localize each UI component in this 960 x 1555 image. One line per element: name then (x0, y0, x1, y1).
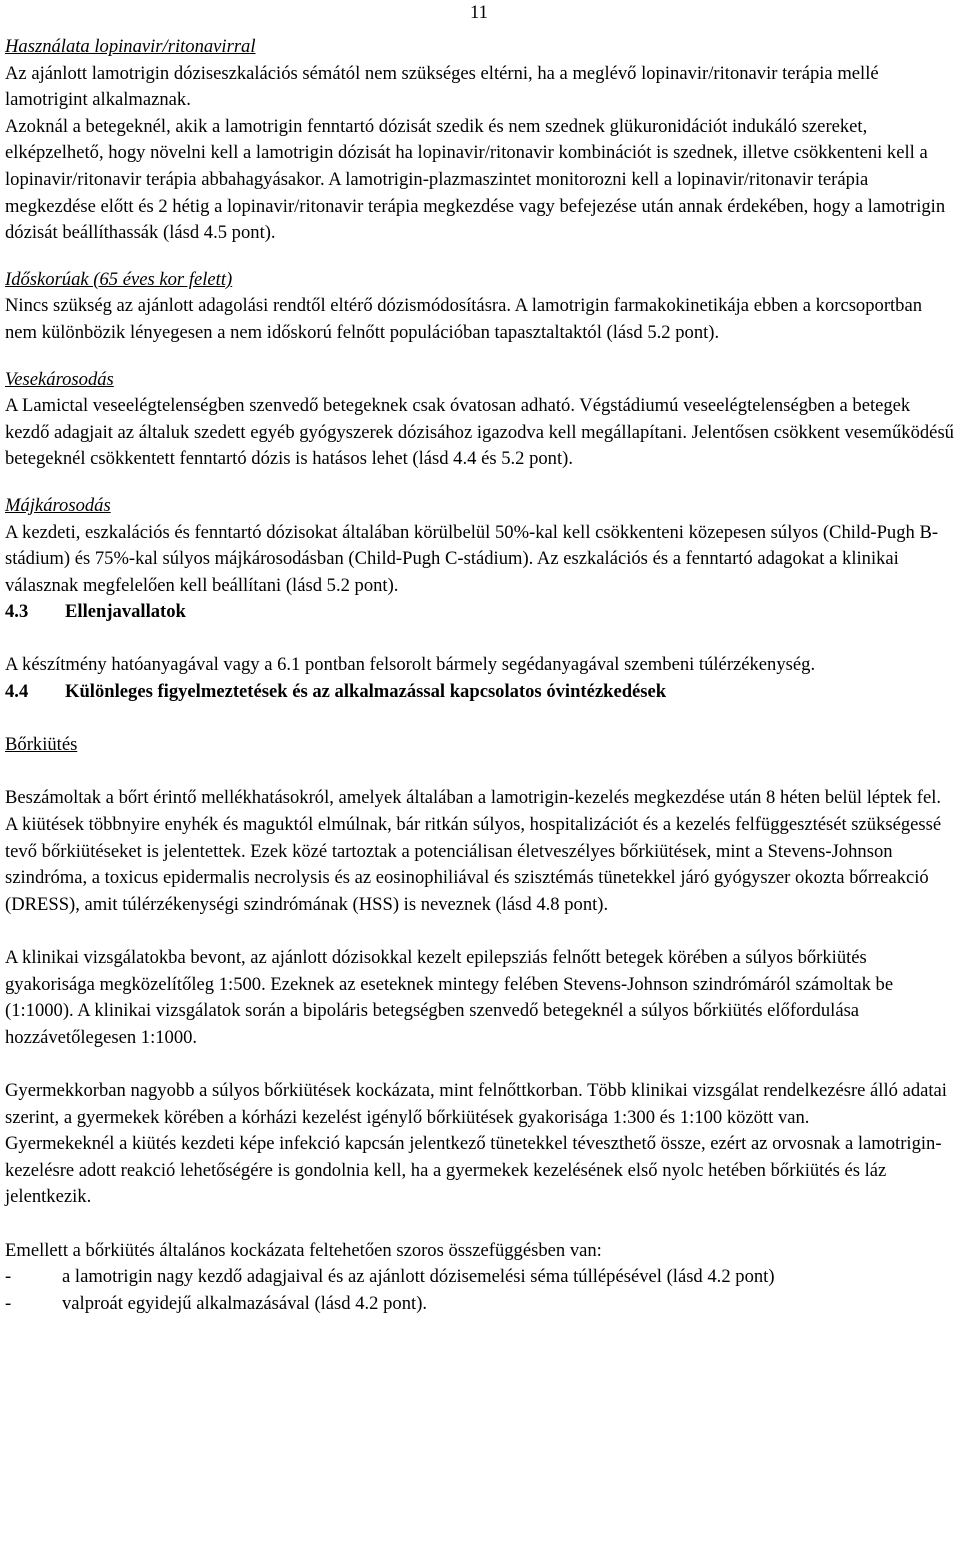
heading-elderly: Időskorúak (65 éves kor felett) (5, 268, 233, 290)
page-number: 11 (470, 2, 488, 23)
document-body (5, 34, 957, 1317)
section-heading-4-3 (5, 599, 957, 626)
paragraph: A Lamictal veseelégtelenségben szenvedő betegeknek csak óvatosan adható. Végstádiumú veseelégtelenségben a betegek kezdő adagjait az általuk szedett egyéb gyógyszerek dózisához igazodva kell megállapítani. Jelentősen csökkent veseműködésű betegeknél csökkentett fenntartó dózis is hatásos lehet (lásd 4.4 és 5.2 pont). (5, 395, 954, 470)
paragraph: A kezdeti, eszkalációs és fenntartó dózisokat általában körülbelül 50%-kal kell csökkenteni közepesen súlyos (Child-Pugh B-stádium) és 75%-kal súlyos májkárosodásban (Child-Pugh C-stádium). Az eszkalációs és a fenntartó adagokat a klinikai válasznak megfelelően kell beállítani (lásd 5.2 pont). (5, 521, 939, 596)
paragraph: Beszámoltak a bőrt érintő mellékhatásokról, amelyek általában a lamotrigin-kezelés megkezdése után 8 héten belül léptek fel. A kiütések többnyire enyhék és maguktól elmúlnak, bár ritkán súlyos, hospitalizációt és a kezelés felfüggesztését szükségessé tevő bőrkiütéseket is jelentettek. Ezek közé tartoztak a potenciálisan életveszélyes bőrkiütések, mint a Stevens-Johnson szindróma, a toxicus epidermalis necrolysis és az eosinophiliával és szisztémás tünetekkel járó gyógyszer okozta bőrreakció (DRESS), amit túlérzékenységi szindrómának (HSS) is neveznek (lásd 4.8 pont). (5, 787, 942, 915)
risk-list (5, 1264, 957, 1317)
list-item-text: a lamotrigin nagy kezdő adagjaival és az ajánlott dózisemelési séma túllépésével (lásd 4.2 pont) (62, 1266, 775, 1288)
section-number: 4.4 (5, 681, 29, 703)
list-bullet: - (5, 1266, 12, 1288)
heading-rash: Bőrkiütés (5, 734, 78, 756)
list-item (5, 1264, 957, 1291)
paragraph: A klinikai vizsgálatokba bevont, az ajánlott dózisokkal kezelt epilepsziás felnőtt betegek körében a súlyos bőrkiütés gyakorisága megközelítőleg 1:500. Ezeknek az eseteknek mintegy felében Stevens-Johnson szindrómáról számoltak be (1:1000). A klinikai vizsgálatok során a bipoláris betegségben szenvedő betegeknél a súlyos bőrkiütés előfordulása hozzávetőlegesen 1:1000. (5, 947, 894, 1048)
list-bullet: - (5, 1292, 12, 1314)
paragraph: A készítmény hatóanyagával vagy a 6.1 pontban felsorolt bármely segédanyagával szembeni túlérzékenység. (5, 654, 816, 676)
paragraph: Azoknál a betegeknél, akik a lamotrigin fenntartó dózisát szedik és nem szednek glükuronidációt indukáló szereket, elképzelhető, hogy növelni kell a lamotrigin dózisát ha lopinavir/ritonavir kombinációt is szednek, illetve csökkenteni kell a lopinavir/ritonavir terápia abbahagyásakor. A lamotrigin-plazmaszintet monitorozni kell a lopinavir/ritonavir terápia megkezdése előtt és 2 hétig a lopinavir/ritonavir terápia megkezdése vagy befejezése után annak érdekében, hogy a lamotrigin dózisát beállíthassák (lásd 4.5 pont). (5, 115, 946, 244)
section-title: Különleges figyelmeztetések és az alkalmazással kapcsolatos óvintézkedések (65, 681, 667, 703)
paragraph: Nincs szükség az ajánlott adagolási rendtől eltérő dózismódosításra. A lamotrigin farmakokinetikája ebben a korcsoportban nem különbözik lényegesen a nem időskorú felnőtt populációban tapasztaltaktól (lásd 5.2 pont). (5, 295, 923, 343)
section-heading-4-4 (5, 679, 957, 706)
heading-hepatic: Májkárosodás (5, 494, 111, 516)
paragraph: Emellett a bőrkiütés általános kockázata feltehetően szoros összefüggésben van: (5, 1239, 602, 1261)
list-item (5, 1291, 957, 1318)
paragraph: Gyermekkorban nagyobb a súlyos bőrkiütések kockázata, mint felnőttkorban. Több klinikai vizsgálat rendelkezésre álló adatai szerint, a gyermekek körében a kórházi kezelést igénylő bőrkiütések gyakorisága 1:300 és 1:100 között van. (5, 1079, 947, 1128)
section-title: Ellenjavallatok (65, 601, 186, 623)
section-number: 4.3 (5, 601, 29, 623)
paragraph: Az ajánlott lamotrigin dóziseszkalációs sémától nem szükséges eltérni, ha a meglévő lopinavir/ritonavir terápia mellé lamotrigint alkalmaznak. (5, 62, 879, 111)
heading-lopinavir: Használata lopinavir/ritonavirral (5, 36, 256, 57)
heading-renal: Vesekárosodás (5, 368, 114, 390)
paragraph: Gyermekeknél a kiütés kezdeti képe infekció kapcsán jelentkező tünetekkel téveszthető össze, ezért az orvosnak a lamotrigin-kezelésre adott reakció lehetőségére is gondolnia kell, ha a gyermekek kezelésének első nyolc hetében bőrkiütés és láz jelentkezik. (5, 1133, 942, 1208)
list-item-text: valproát egyidejű alkalmazásával (lásd 4.2 pont). (62, 1292, 428, 1314)
